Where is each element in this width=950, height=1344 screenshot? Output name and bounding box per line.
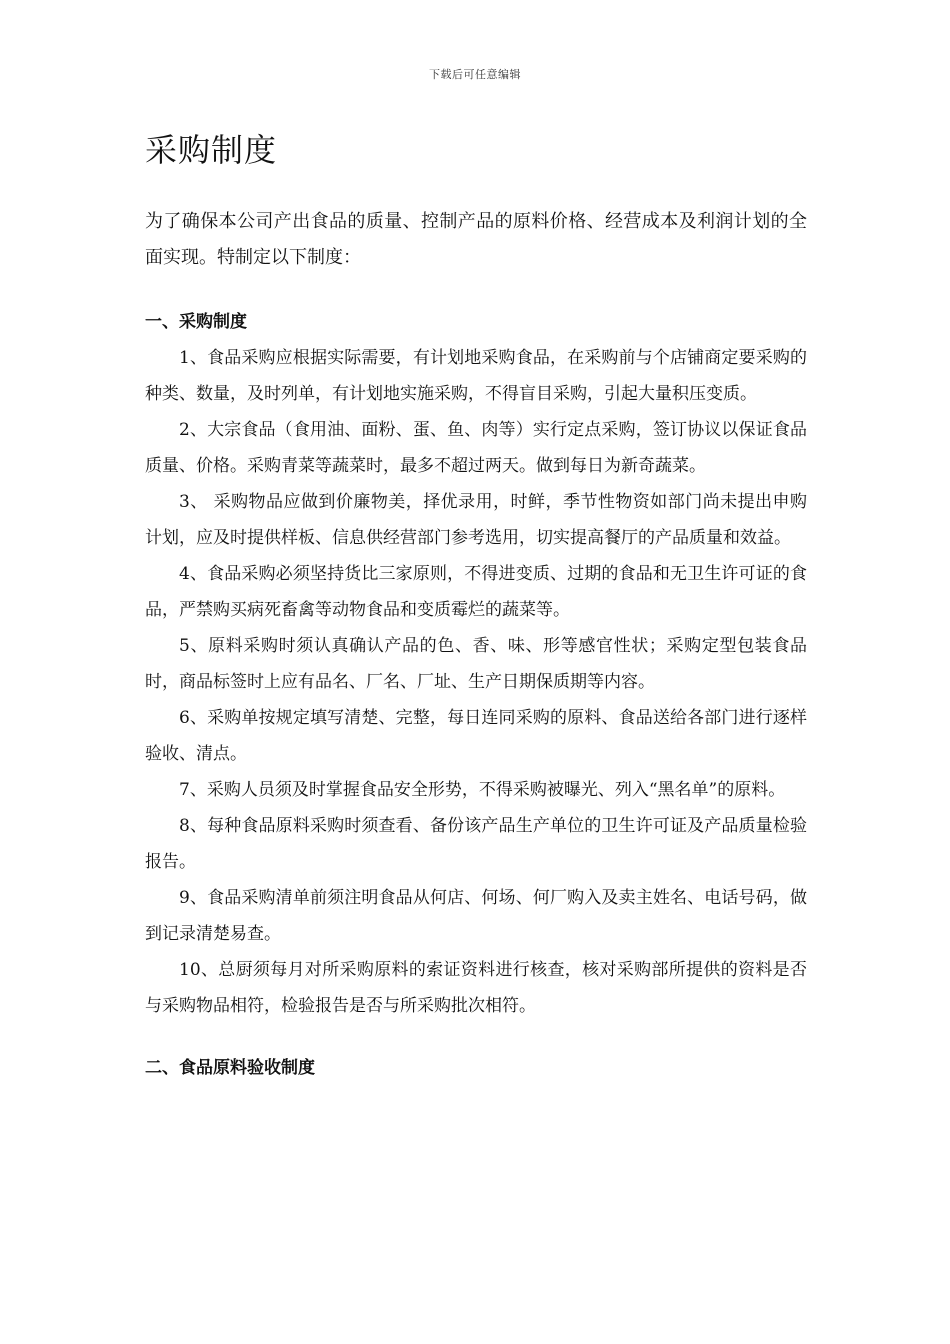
section-item-5: 5、原料采购时须认真确认产品的色、香、味、形等感官性状；采购定型包装食品时，商品标签时上应有品名、厂名、厂址、生产日期保质期等内容。 <box>145 636 807 692</box>
section-item-10: 10、总厨须每月对所采购原料的索证资料进行核查，核对采购部所提供的资料是否与采购物品相符，检验报告是否与所采购批次相符。 <box>145 960 807 1016</box>
section-item-1: 1、食品采购应根据实际需要，有计划地采购食品，在采购前与个店铺商定要采购的种类、数量，及时列单，有计划地实施采购，不得盲目采购，引起大量积压变质。 <box>145 348 807 404</box>
section-item-9: 9、食品采购清单前须注明食品从何店、何场、何厂购入及卖主姓名、电话号码，做到记录清楚易查。 <box>145 888 807 944</box>
section-heading-acceptance: 二、食品原料验收制度 <box>145 1058 315 1078</box>
section-item-8: 8、每种食品原料采购时须查看、备份该产品生产单位的卫生许可证及产品质量检验报告。 <box>145 816 807 872</box>
document-body <box>145 128 807 1086</box>
document-title: 采购制度 <box>145 131 278 169</box>
section-item-3: 3、 采购物品应做到价廉物美，择优录用，时鲜，季节性物资如部门尚未提出申购计划，应及时提供样板、信息供经营部门参考选用，切实提高餐厅的产品质量和效益。 <box>145 492 807 548</box>
section-item-2: 2、大宗食品（食用油、面粉、蛋、鱼、肉等）实行定点采购，签订协议以保证食品质量、价格。采购青菜等蔬菜时，最多不超过两天。做到每日为新奇蔬菜。 <box>145 420 807 476</box>
header-note: 下载后可任意编辑 <box>429 68 521 81</box>
section-item-4: 4、食品采购必须坚持货比三家原则，不得进变质、过期的食品和无卫生许可证的食品，严禁购买病死畜禽等动物食品和变质霉烂的蔬菜等。 <box>145 564 807 620</box>
section-item-6: 6、采购单按规定填写清楚、完整，每日连同采购的原料、食品送给各部门进行逐样验收、清点。 <box>145 708 807 764</box>
section-heading-purchasing: 一、采购制度 <box>145 312 247 332</box>
intro-paragraph: 为了确保本公司产出食品的质量、控制产品的原料价格、经营成本及利润计划的全面实现。特制定以下制度： <box>145 211 807 268</box>
section-item-7: 7、采购人员须及时掌握食品安全形势，不得采购被曝光、列入“黑名单”的原料。 <box>179 780 786 800</box>
